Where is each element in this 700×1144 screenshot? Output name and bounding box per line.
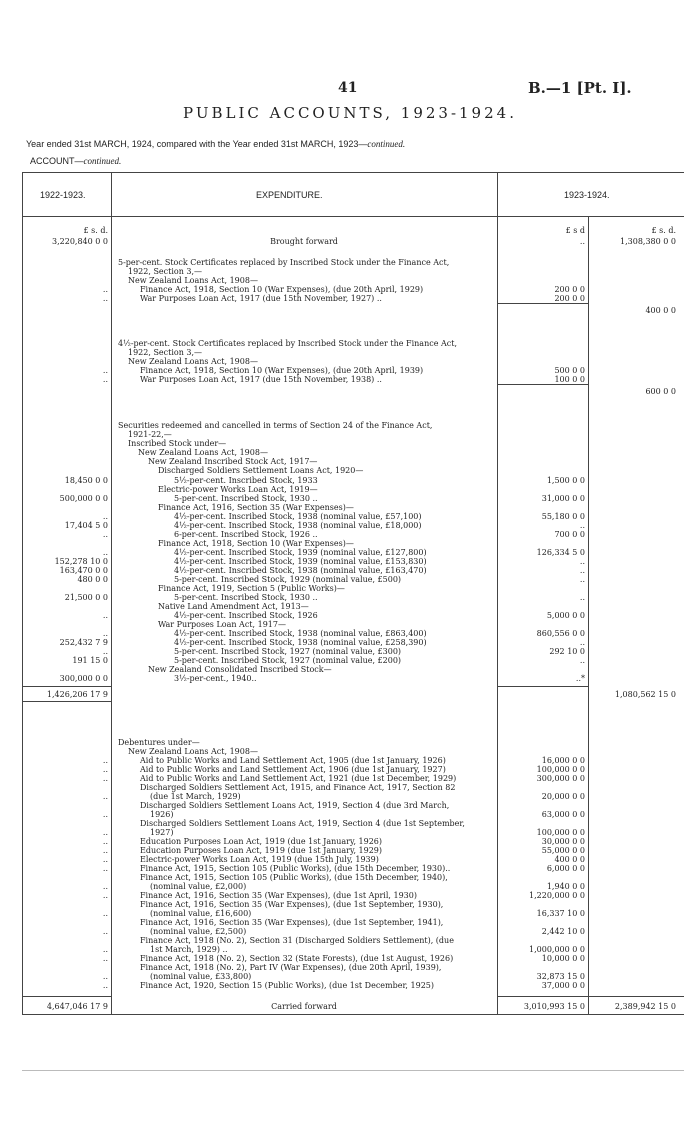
row-description: 1922, Section 3,—: [128, 348, 203, 357]
amount-left: ..: [102, 294, 108, 303]
amount-inner: 292 10 0: [549, 647, 585, 656]
row-description: New Zealand Loans Act, 1908—: [128, 747, 258, 756]
row-description: Finance Act, 1918 (No. 2), Section 31 (Discharged Soldiers Settlement), (due: [140, 936, 454, 945]
row-description: War Purposes Loan Act, 1917—: [158, 620, 286, 629]
row-description: Discharged Soldiers Settlement Act, 1915, and Finance Act, 1917, Section 82: [140, 783, 456, 792]
row-description: 4½-per-cent. Inscribed Stock, 1938 (nominal value, £163,470): [174, 566, 427, 575]
amount-inner: 700 0 0: [554, 530, 585, 539]
carried-rule-left: [22, 996, 111, 997]
header-right-year: 1923-1924.: [564, 190, 610, 200]
amount-inner: 3,010,993 15 0: [523, 1002, 585, 1011]
amount-inner: 1,500 0 0: [546, 476, 585, 485]
row-description: 1927): [150, 828, 174, 837]
row-description: 5-per-cent. Inscribed Stock, 1930 ..: [174, 494, 318, 503]
amount-left: ..: [102, 846, 108, 855]
amount-left: ..: [102, 774, 108, 783]
amount-left: ..: [102, 765, 108, 774]
amount-left: ..: [102, 837, 108, 846]
amount-left: 21,500 0 0: [64, 593, 108, 602]
row-description: Discharged Soldiers Settlement Loans Act, 1919, Section 4 (due 1st September,: [140, 819, 465, 828]
footer-rule: [22, 1070, 684, 1071]
amount-left: ..: [102, 981, 108, 990]
row-description: Securities redeemed and cancelled in terms of Section 24 of the Finance Act,: [118, 421, 433, 430]
row-description: 4½-per-cent. Inscribed Stock, 1938 (nominal value, £863,400): [174, 629, 427, 638]
amount-left: 152,278 10 0: [54, 557, 108, 566]
amount-left: ..: [102, 954, 108, 963]
amount-inner: 2,442 10 0: [541, 927, 585, 936]
amount-inner: ..: [579, 557, 585, 566]
amount-left: 17,404 5 0: [64, 521, 108, 530]
row-description: 1921-22,—: [128, 430, 172, 439]
header-left-year: 1922-1923.: [40, 190, 86, 200]
row-description: 4½-per-cent. Inscribed Stock, 1939 (nominal value, £127,800): [174, 548, 427, 557]
page-number: 41: [338, 80, 358, 96]
subtotal-rule-3-left: [22, 686, 111, 687]
subtitle-text: Year ended 31st MARCH, 1924, compared with the Year ended 31st MARCH, 1923—: [26, 139, 368, 149]
amount-inner: 63,000 0 0: [541, 810, 585, 819]
subtotal-rule-3-inner: [497, 686, 588, 687]
row-description: Electric-power Works Loan Act, 1919—: [158, 485, 318, 494]
period-subtitle: [26, 139, 405, 149]
row-description: 4½-per-cent. Inscribed Stock, 1938 (nominal value, £57,100): [174, 512, 422, 521]
row-description: 5-per-cent. Inscribed Stock, 1927 (nominal value, £200): [174, 656, 402, 665]
row-description: Finance Act, 1915, Section 105 (Public Works), (due 15th December, 1940),: [140, 873, 448, 882]
col-rule-3: [497, 172, 498, 1014]
amount-right: 1,308,380 0 0: [620, 237, 676, 246]
amount-inner: 32,873 15 0: [536, 972, 585, 981]
row-description: Finance Act, 1920, Section 15 (Public Works), (due 1st December, 1925): [140, 981, 434, 990]
amount-inner: 100,000 0 0: [536, 828, 585, 837]
amount-left: ..: [102, 864, 108, 873]
amount-inner: 300,000 0 0: [536, 774, 585, 783]
col-rule-1: [22, 172, 23, 1014]
row-description: 1926): [150, 810, 174, 819]
row-description: Electric-power Works Loan Act, 1919 (due 15th July, 1939): [140, 855, 379, 864]
row-description: 4½-per-cent. Inscribed Stock, 1938 (nominal value, £18,000): [174, 521, 422, 530]
amount-inner: 500 0 0: [554, 366, 585, 375]
row-description: Brought forward: [270, 237, 338, 246]
row-description: Finance Act, 1919, Section 5 (Public Works)—: [158, 584, 345, 593]
amount-left: ..: [102, 629, 108, 638]
amount-inner: 400 0 0: [554, 855, 585, 864]
amount-inner: ..*: [575, 674, 585, 683]
amount-inner: ..: [579, 575, 585, 584]
amount-inner: 100 0 0: [554, 375, 585, 384]
amount-left: ..: [102, 530, 108, 539]
row-description: Aid to Public Works and Land Settlement Act, 1905 (due 1st January, 1926): [140, 756, 446, 765]
amount-inner: 200 0 0: [554, 294, 585, 303]
amount-inner: 860,556 0 0: [536, 629, 585, 638]
table-bottom-rule: [22, 1014, 684, 1015]
row-description: Debentures under—: [118, 738, 200, 747]
carried-rule-right: [588, 996, 684, 997]
amount-right: 600 0 0: [645, 387, 676, 396]
row-description: (nominal value, £16,600): [150, 909, 252, 918]
row-description: 4½-per-cent. Inscribed Stock, 1926: [174, 611, 318, 620]
col-rule-4: [588, 216, 589, 1014]
amount-left: ..: [102, 647, 108, 656]
amount-left: 191 15 0: [72, 656, 108, 665]
amount-inner: 55,180 0 0: [541, 512, 585, 521]
amount-left: 163,470 0 0: [59, 566, 108, 575]
row-description: Finance Act, 1918, Section 10 (War Expenses), (due 20th April, 1939): [140, 366, 424, 375]
subtotal-rule-3-left-b: [22, 701, 111, 702]
row-description: (nominal value, £33,800): [150, 972, 252, 981]
amount-left: ..: [102, 366, 108, 375]
amount-inner: 6,000 0 0: [546, 864, 585, 873]
amount-inner: ..: [579, 566, 585, 575]
col-rule-2: [111, 172, 112, 1014]
row-description: Aid to Public Works and Land Settlement Act, 1921 (due 1st December, 1929): [140, 774, 457, 783]
row-description: Education Purposes Loan Act, 1919 (due 1st January, 1926): [140, 837, 383, 846]
amount-left: ..: [102, 512, 108, 521]
amount-right: 2,389,942 15 0: [614, 1002, 676, 1011]
row-description: Finance Act, 1918, Section 10 (War Expenses)—: [158, 539, 354, 548]
row-description: 1st March, 1929) ..: [150, 945, 228, 954]
row-description: Finance Act, 1916, Section 35 (War Expenses), (due 1st April, 1930): [140, 891, 417, 900]
row-description: 6-per-cent. Inscribed Stock, 1926 ..: [174, 530, 318, 539]
lsd-header-left: £ s. d.: [83, 226, 108, 235]
row-description: 1922, Section 3,—: [128, 267, 203, 276]
amount-left: ..: [102, 891, 108, 900]
row-description: (nominal value, £2,500): [150, 927, 247, 936]
amount-left: ..: [102, 855, 108, 864]
row-description: 5-per-cent. Inscribed Stock, 1929 (nominal value, £500): [174, 575, 402, 584]
row-description: Carried forward: [271, 1002, 337, 1011]
amount-left: ..: [102, 611, 108, 620]
amount-left: 1,426,206 17 9: [46, 690, 108, 699]
lsd-header-inner: £ s d: [565, 226, 585, 235]
account-text: ACCOUNT—: [30, 156, 84, 166]
row-description: Finance Act, 1918 (No. 2), Section 32 (State Forests), (due 1st August, 1926): [140, 954, 454, 963]
row-description: Education Purposes Loan Act, 1919 (due 1st January, 1929): [140, 846, 383, 855]
amount-inner: 1,000,000 0 0: [529, 945, 585, 954]
row-description: 3½-per-cent., 1940..: [174, 674, 257, 683]
table-top-rule: [22, 172, 684, 173]
subtitle-continued: continued.: [367, 139, 406, 149]
amount-inner: 126,334 5 0: [536, 548, 585, 557]
row-description: New Zealand Loans Act, 1908—: [138, 448, 268, 457]
amount-left: ..: [102, 792, 108, 801]
row-description: New Zealand Loans Act, 1908—: [128, 276, 258, 285]
amount-left: ..: [102, 810, 108, 819]
amount-left: ..: [102, 828, 108, 837]
row-description: 4½-per-cent. Inscribed Stock, 1939 (nominal value, £153,830): [174, 557, 427, 566]
row-description: 5½-per-cent. Inscribed Stock, 1933: [174, 476, 318, 485]
amount-inner: 16,337 10 0: [536, 909, 585, 918]
row-description: Finance Act, 1915, Section 105 (Public Works), (due 15th December, 1930)..: [140, 864, 451, 873]
account-continued: continued.: [83, 156, 122, 166]
row-description: Discharged Soldiers Settlement Loans Act, 1919, Section 4 (due 3rd March,: [140, 801, 450, 810]
document-reference: B.—1 [Pt. I].: [528, 79, 632, 97]
row-description: (due 1st March, 1929): [150, 792, 241, 801]
amount-left: 18,450 0 0: [64, 476, 108, 485]
amount-inner: 30,000 0 0: [541, 837, 585, 846]
row-description: Aid to Public Works and Land Settlement Act, 1906 (due 1st January, 1927): [140, 765, 446, 774]
row-description: Finance Act, 1918, Section 10 (War Expenses), (due 20th April, 1929): [140, 285, 424, 294]
header-rule: [22, 216, 684, 217]
amount-left: ..: [102, 927, 108, 936]
row-description: War Purposes Loan Act, 1917 (due 15th November, 1938) ..: [140, 375, 382, 384]
row-description: 5-per-cent. Inscribed Stock, 1930 ..: [174, 593, 318, 602]
amount-inner: 31,000 0 0: [541, 494, 585, 503]
carried-rule-inner: [497, 996, 588, 997]
amount-left: 300,000 0 0: [59, 674, 108, 683]
amount-left: ..: [102, 972, 108, 981]
amount-inner: 20,000 0 0: [541, 792, 585, 801]
row-description: Finance Act, 1918 (No. 2), Part IV (War Expenses), (due 20th April, 1939),: [140, 963, 442, 972]
subtotal-rule-1: [497, 303, 588, 304]
amount-inner: ..: [579, 593, 585, 602]
amount-inner: 37,000 0 0: [541, 981, 585, 990]
row-description: Finance Act, 1916, Section 35 (War Expenses), (due 1st September, 1930),: [140, 900, 444, 909]
amount-inner: ..: [579, 237, 585, 246]
row-description: Discharged Soldiers Settlement Loans Act, 1920—: [158, 466, 364, 475]
row-description: 4½-per-cent. Inscribed Stock, 1938 (nominal value, £258,390): [174, 638, 427, 647]
amount-left: 252,432 7 9: [59, 638, 108, 647]
amount-left: ..: [102, 882, 108, 891]
amount-inner: ..: [579, 521, 585, 530]
row-description: (nominal value, £2,000): [150, 882, 247, 891]
amount-inner: 10,000 0 0: [541, 954, 585, 963]
row-description: Finance Act, 1916, Section 35 (War Expenses), (due 1st September, 1941),: [140, 918, 444, 927]
row-description: Inscribed Stock under—: [128, 439, 227, 448]
row-description: New Zealand Consolidated Inscribed Stock—: [148, 665, 332, 674]
amount-left: 500,000 0 0: [59, 494, 108, 503]
header-expenditure: EXPENDITURE.: [256, 190, 323, 200]
row-description: 5-per-cent. Stock Certificates replaced by Inscribed Stock under the Finance Act,: [118, 258, 450, 267]
amount-inner: 1,940 0 0: [546, 882, 585, 891]
amount-right: 1,080,562 15 0: [614, 690, 676, 699]
row-description: New Zealand Loans Act, 1908—: [128, 357, 258, 366]
row-description: War Purposes Loan Act, 1917 (due 15th November, 1927) ..: [140, 294, 382, 303]
amount-left: 4,647,046 17 9: [46, 1002, 108, 1011]
row-description: Native Land Amendment Act, 1913—: [158, 602, 309, 611]
amount-inner: 1,220,000 0 0: [529, 891, 585, 900]
amount-inner: ..: [579, 638, 585, 647]
amount-inner: 55,000 0 0: [541, 846, 585, 855]
row-description: 5-per-cent. Inscribed Stock, 1927 (nominal value, £300): [174, 647, 402, 656]
amount-inner: 200 0 0: [554, 285, 585, 294]
amount-inner: 100,000 0 0: [536, 765, 585, 774]
amount-left: ..: [102, 548, 108, 557]
amount-inner: 16,000 0 0: [541, 756, 585, 765]
amount-right: 400 0 0: [645, 306, 676, 315]
amount-left: ..: [102, 909, 108, 918]
amount-inner: ..: [579, 656, 585, 665]
amount-left: 480 0 0: [77, 575, 108, 584]
row-description: 4½-per-cent. Stock Certificates replaced by Inscribed Stock under the Finance Act,: [118, 339, 457, 348]
subtotal-rule-2: [497, 384, 588, 385]
amount-left: 3,220,840 0 0: [52, 237, 108, 246]
amount-inner: 5,000 0 0: [546, 611, 585, 620]
row-description: Finance Act, 1916, Section 35 (War Expenses)—: [158, 503, 354, 512]
row-description: New Zealand Inscribed Stock Act, 1917—: [148, 457, 318, 466]
amount-left: ..: [102, 945, 108, 954]
amount-left: ..: [102, 285, 108, 294]
amount-left: ..: [102, 756, 108, 765]
lsd-header-right: £ s. d.: [651, 226, 676, 235]
amount-left: ..: [102, 375, 108, 384]
account-label: [30, 156, 121, 166]
page-title: PUBLIC ACCOUNTS, 1923-1924.: [183, 104, 517, 122]
